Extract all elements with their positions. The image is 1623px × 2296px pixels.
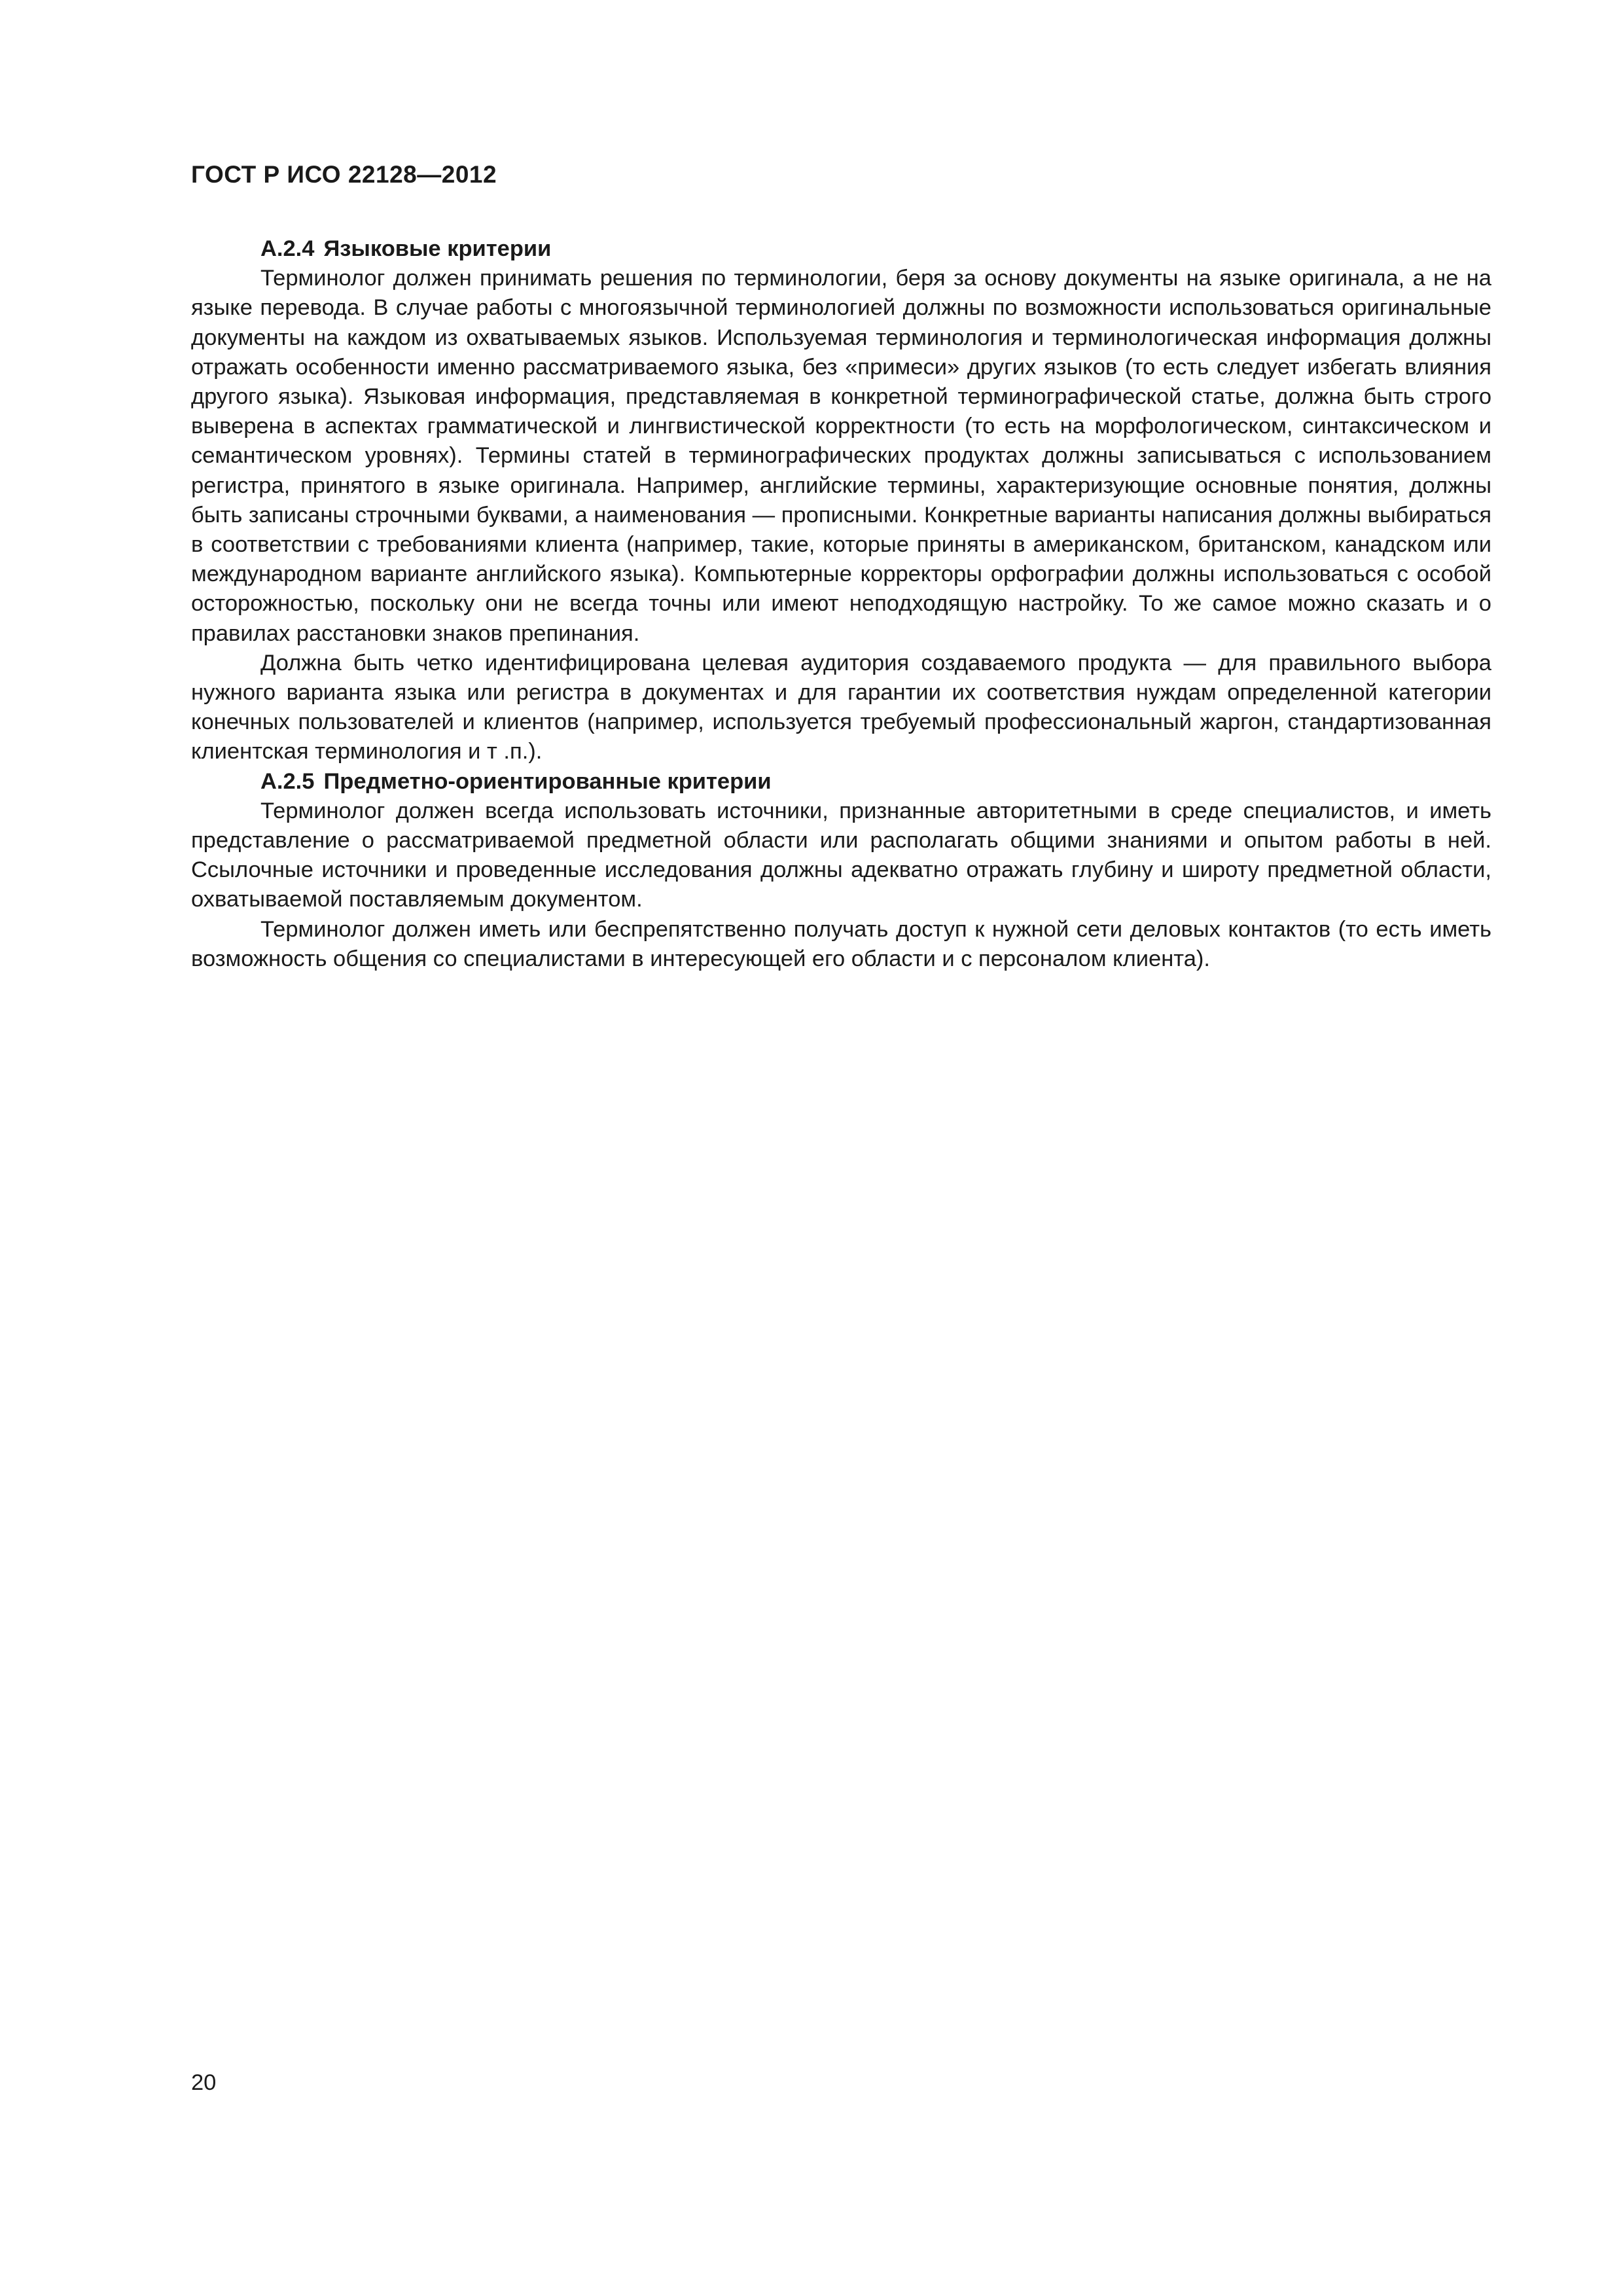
paragraph: Должна быть четко идентифицирована целевая аудитория создаваемого продукта — для правильного выбора нужного варианта языка или регистра в документах и для гарантии их соответствия нуждам определенной категории конечных пользователей и клиентов (например, используется требуемый профессиональный жаргон, стандартизованная клиентская терминология и т .п.). (191, 650, 1491, 764)
section-a-2-4 (191, 234, 1491, 767)
section-heading (191, 767, 1491, 797)
section-number: А.2.4 (260, 236, 315, 261)
paragraph: Терминолог должен всегда использовать источники, признанные авторитетными в среде специалистов, и иметь представление о рассматриваемой предметной области или располагать общими знаниями и опытом работы в ней. Ссылочные источники и проведенные исследования должны адекватно отражать глубину и широту предметной области, охватываемой поставляемым документом. (191, 798, 1491, 912)
page-number: 20 (191, 2070, 217, 2095)
document-body (191, 234, 1491, 974)
section-title: Предметно-ориентированные критерии (323, 768, 772, 794)
section-title: Языковые критерии (323, 236, 552, 261)
section-heading (191, 234, 1491, 264)
paragraph: Терминолог должен иметь или беспрепятственно получать доступ к нужной сети деловых контактов (то есть иметь возможность общения со специалистами в интересующей его области и с персоналом клиента). (191, 916, 1491, 971)
document-header-id: ГОСТ Р ИСО 22128—2012 (191, 161, 497, 188)
section-a-2-5 (191, 767, 1491, 974)
section-number: А.2.5 (260, 768, 315, 794)
paragraph: Терминолог должен принимать решения по терминологии, беря за основу документы на языке оригинала, а не на языке перевода. В случае работы с многоязычной терминологией должны по возможности использоваться оригинальные документы на каждом из охватываемых языков. Используемая терминология и терминологическая информация должны отражать особенности именно рассматриваемого языка, без «примеси» других языков (то есть следует избегать влияния другого языка). Языковая информация, представляемая в конкретной терминографической статье, должна быть строго выверена в аспектах грамматической и лингвистической корректности (то есть на морфологическом, синтаксическом и семантическом уровнях). Термины статей в терминографических продуктах должны записываться с использованием регистра, принятого в языке оригинала. Например, английские термины, характеризующие основные понятия, должны быть записаны строчными буквами, а наименования — прописными. Конкретные варианты написания должны выбираться в соответствии с требованиями клиента (например, такие, которые приняты в американском, британском, канадском или международном варианте английского языка). Компьютерные корректоры орфографии должны использоваться с особой осторожностью, поскольку они не всегда точны или имеют неподходящую настройку. То же самое можно сказать и о правилах расстановки знаков препинания. (191, 266, 1491, 646)
